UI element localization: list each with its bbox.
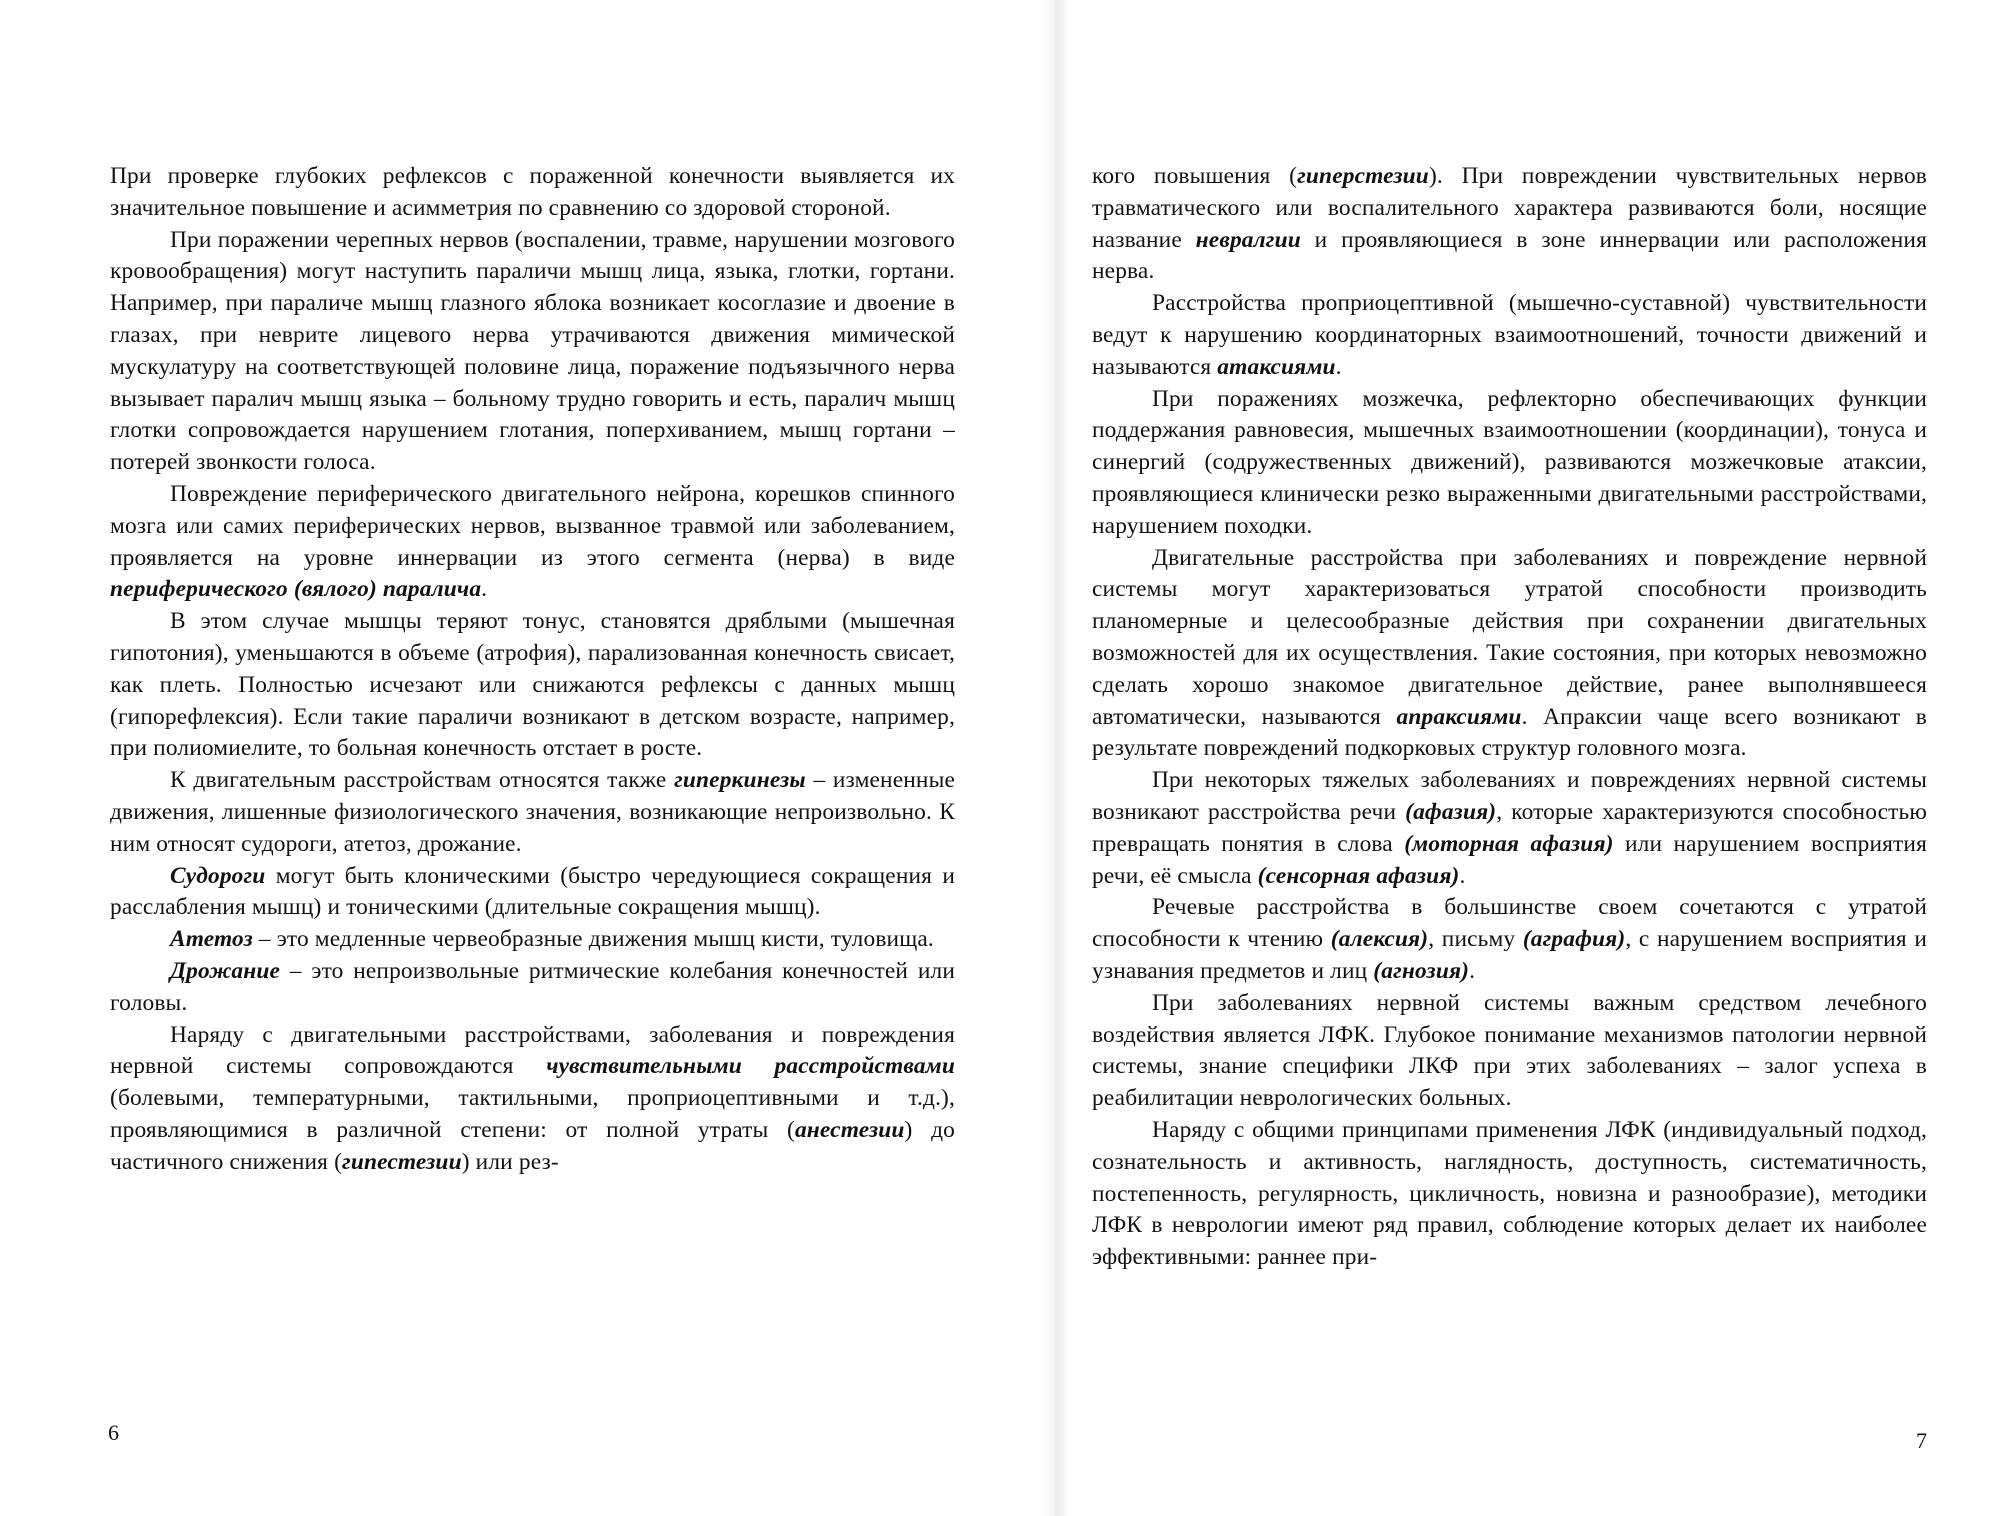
text-run: – это медленные червеобразные движения мышц кисти, туловища. xyxy=(252,926,934,953)
term-emphasis: (моторная афазия) xyxy=(1404,830,1614,857)
text-run: . xyxy=(1459,862,1466,889)
term-emphasis: атаксиями xyxy=(1217,353,1336,380)
term-emphasis: (афазия) xyxy=(1405,798,1497,825)
text-run: , с нарушением восприятия и узнавания предметов и лиц xyxy=(1092,926,1927,984)
text-run: , письму xyxy=(1428,926,1523,953)
text-run: К двигательным расстройствам относятся также xyxy=(170,767,675,794)
paragraph xyxy=(1092,384,1927,543)
text-run: – измененные движения, лишенные физиологического значения, возникающие непроизвольно. К ним относят судороги, атетоз, дрожание. xyxy=(110,767,955,857)
term-emphasis: (алексия) xyxy=(1330,926,1429,953)
text-run: кого повышения ( xyxy=(1092,163,1298,189)
paragraph xyxy=(110,606,955,765)
right-page-text xyxy=(1092,161,1927,1274)
text-run: ). При повреждении чувствительных нервов травматического или воспалительного характера развиваются боли, носящие название xyxy=(1092,163,1927,253)
term-emphasis: Атетоз xyxy=(170,926,253,953)
paragraph xyxy=(110,479,955,606)
text-run: Речевые расстройства в большинстве своем сочетаются с утратой способности к чтению xyxy=(1092,894,1927,953)
paragraph xyxy=(1092,765,1927,892)
paragraph xyxy=(110,1020,955,1179)
paragraph xyxy=(110,924,955,956)
text-run: или нарушением восприятия речи, её смысла xyxy=(1092,830,1927,889)
text-run: Расстройства проприоцептивной (мышечно-суставной) чувствительности ведут к нарушению координаторных взаимоотношений, точности движений и называются xyxy=(1092,290,1927,380)
term-emphasis: (сенсорная афазия) xyxy=(1257,862,1460,889)
term-emphasis: периферического (вялого) паралича xyxy=(110,576,482,603)
paragraph xyxy=(1092,988,1927,1115)
text-run: При заболеваниях нервной системы важным средством лечебного воздействия является ЛФК. Глубокое понимание механизмов патологии нервной системы, знание специфики ЛКФ при этих заболеваниях – залог успеха в реабилитации неврологических больных. xyxy=(1092,989,1927,1112)
term-emphasis: апраксиями xyxy=(1396,703,1522,730)
term-emphasis: (агнозия) xyxy=(1373,957,1470,984)
text-run: . xyxy=(481,576,488,603)
text-run: могут быть клоническими (быстро чередующиеся сокращения и расслабления мышц) и тоническими (длительные сокращения мышц). xyxy=(110,862,955,921)
text-run: ) до частичного снижения ( xyxy=(110,1116,955,1175)
paragraph xyxy=(110,225,955,479)
text-run: При поражении черепных нервов (воспалении, травме, нарушении мозгового кровообращения) могут наступить параличи мышц лица, языка, глотки, гортани. Например, при параличе мышц глазного яблока возникает косоглазие и двоение в глазах, при неврите лицевого нерва утрачиваются движения мимической мускулатуру на соответствующей половине лица, поражение подъязычного нерва вызывает паралич мышц языка – больному трудно говорить и есть, паралич мышц глотки сопровождается нарушением глотания, поперхиванием, мышц гортани – потерей звонкости голоса. xyxy=(110,226,955,476)
term-emphasis: Судороги xyxy=(170,862,266,889)
paragraph xyxy=(110,765,955,860)
paragraph xyxy=(110,956,955,1020)
term-emphasis: гипестезии xyxy=(342,1148,462,1175)
page-number: 6 xyxy=(108,1420,119,1445)
term-emphasis: чувствительными расстройствами xyxy=(546,1053,955,1080)
text-run: Наряду с двигательными расстройствами, заболевания и повреждения нервной системы сопровождаются xyxy=(110,1021,955,1080)
term-emphasis: (аграфия) xyxy=(1522,926,1626,953)
text-run: Двигательные расстройства при заболеваниях и повреждение нервной системы могут характеризоваться утратой способности производить планомерные и целесообразные действия при сохранении двигательных возможностей для их осуществления. Такие состояния, при которых невозможно сделать хорошо знакомое двигательное действие, ранее выполнявшееся автоматически, называются xyxy=(1092,544,1927,730)
text-run: ) или рез- xyxy=(461,1148,559,1175)
text-run: . Апраксии чаще всего возникают в результате повреждений подкорковых структур головного мозга. xyxy=(1092,703,1927,762)
paragraph xyxy=(1092,1115,1927,1274)
paragraph xyxy=(110,161,955,225)
text-run: При поражениях мозжечка, рефлекторно обеспечивающих функции поддержания равновесия, мышечных взаимоотношении (координации), тонуса и синергий (содружественных движений), развиваются мозжечковые атаксии, проявляющиеся клинически резко выраженными двигательными расстройствами, нарушением походки. xyxy=(1092,385,1927,539)
right-page xyxy=(1070,0,2000,1516)
paragraph xyxy=(1092,892,1927,987)
text-run: (болевыми, температурными, тактильными, проприоцептивными и т.д.), проявляющимися в различной степени: от полной утраты ( xyxy=(110,1085,955,1143)
term-emphasis: гиперкинезы xyxy=(674,767,806,794)
text-run: , которые характеризуются способностью превращать понятия в слова xyxy=(1092,798,1927,857)
paragraph xyxy=(110,861,955,925)
text-run: – это непроизвольные ритмические колебания конечностей или головы. xyxy=(110,957,955,1016)
term-emphasis: гиперстезии xyxy=(1297,163,1429,189)
paragraph xyxy=(1092,288,1927,383)
paragraph xyxy=(1092,161,1927,288)
book-gutter xyxy=(1040,0,1070,1516)
term-emphasis: невралгии xyxy=(1195,226,1301,253)
text-run: При некоторых тяжелых заболеваниях и повреждениях нервной системы возникают расстройства речи xyxy=(1092,767,1927,825)
term-emphasis: Дрожание xyxy=(170,957,281,984)
text-run: В этом случае мышцы теряют тонус, становятся дряблыми (мышечная гипотония), уменьшаются в объеме (атрофия), парализованная конечность свисает, как плеть. Полностью исчезают или снижаются рефлексы с данных мышц (гипорефлексия). Если такие параличи возникают в детском возрасте, например, при полиомиелите, то больная конечность отстает в росте. xyxy=(110,608,955,762)
page-number: 7 xyxy=(1916,1428,1927,1453)
paragraph xyxy=(1092,543,1927,766)
text-run: Повреждение периферического двигательного нейрона, корешков спинного мозга или самих периферических нервов, вызванное травмой или заболеванием, проявляется на уровне иннервации из этого сегмента (нерва) в виде xyxy=(110,480,955,571)
text-run: . xyxy=(1469,957,1476,984)
text-run: . xyxy=(1335,353,1342,380)
text-run: и проявляющиеся в зоне иннервации или расположения нерва. xyxy=(1092,226,1927,285)
text-run: При проверке глубоких рефлексов с пораженной конечности выявляется их значительное повышение и асимметрия по сравнению со здоровой стороной. xyxy=(110,163,955,221)
term-emphasis: анестезии xyxy=(794,1116,905,1143)
text-run: Наряду с общими принципами применения ЛФК (индивидуальный подход, сознательность и активность, наглядность, доступность, систематичность, постепенность, регулярность, цикличность, новизна и разнообразие), методики ЛФК в неврологии имеют ряд правил, соблюдение которых делает их наиболее эффективными: раннее при- xyxy=(1092,1116,1927,1271)
left-page-text xyxy=(110,161,955,1179)
